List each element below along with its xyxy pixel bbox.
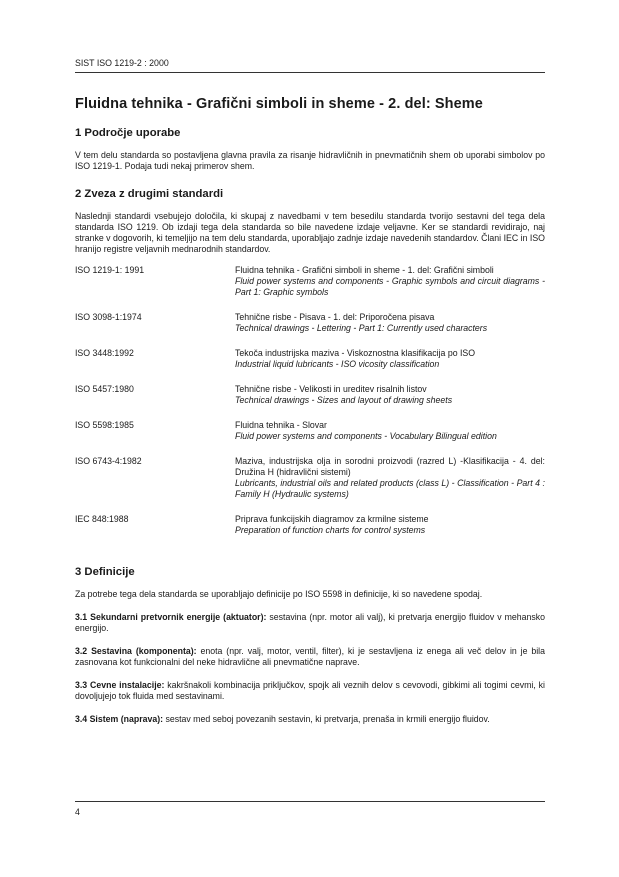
definition-3-3 [75, 680, 545, 702]
reference-row [75, 420, 545, 442]
running-header [75, 58, 545, 73]
reference-code: IEC 848:1988 [75, 514, 129, 524]
definition-text: enota (npr. valj, motor, ventil, filter), ki je sestavljena iz enega ali več delov in je bila zasnovana kot funkcionalni del neke hidravlične ali pnevmatične naprave. [75, 646, 545, 667]
definition-term: 3.2 Sestavina (komponenta): [75, 646, 197, 656]
definition-text: kakršnakoli kombinacija priključkov, spojk ali veznih delov s cevovodi, gibkimi ali togimi cevmi, ki dovoljujejo tok fluida med sestavinami. [75, 680, 545, 701]
section-1-heading: 1 Področje uporabe [75, 127, 181, 139]
reference-row [75, 456, 545, 500]
definition-term: 3.4 Sistem (naprava): [75, 714, 164, 724]
section-1-text: V tem delu standarda so postavljena glavna pravila za risanje hidravličnih in pnevmatičnih shem ob uporabi simbolov po ISO 1219-1. Podaja tudi nekaj primerov shem. [75, 150, 545, 171]
reference-row [75, 265, 545, 298]
reference-title-sl: Priprava funkcijskih diagramov za krmilne sisteme [235, 514, 429, 524]
definition-term: 3.3 Cevne instalacije: [75, 680, 165, 690]
reference-title-en: Fluid power systems and components - Graphic symbols and circuit diagrams - Part 1: Graphic symbols [235, 276, 545, 297]
reference-code: ISO 5598:1985 [75, 420, 134, 430]
page-footer [75, 801, 545, 817]
page-title: Fluidna tehnika - Grafični simboli in sheme - 2. del: Sheme [75, 96, 483, 112]
reference-title-en: Fluid power systems and components - Vocabulary Bilingual edition [235, 431, 497, 441]
definition-text: sestav med seboj povezanih sestavin, ki pretvarja, prenaša in krmili energijo fluidov. [163, 714, 490, 724]
reference-code: ISO 5457:1980 [75, 384, 134, 394]
reference-title-en: Lubricants, industrial oils and related products (class L) - Classification - Part 4 : Family H (Hydraulic systems) [235, 478, 545, 499]
section-2-heading: 2 Zveza z drugimi standardi [75, 188, 224, 200]
reference-row [75, 384, 545, 406]
definition-3-4 [75, 714, 545, 725]
definition-3-2 [75, 646, 545, 668]
reference-title-sl: Tehnične risbe - Pisava - 1. del: Priporočena pisava [235, 312, 435, 322]
section-3-intro: Za potrebe tega dela standarda se uporabljajo definicije po ISO 5598 in definicije, ki so navedene spodaj. [75, 589, 483, 599]
reference-code: ISO 3098-1:1974 [75, 312, 142, 322]
reference-code: ISO 6743-4:1982 [75, 456, 142, 466]
reference-title-sl: Fluidna tehnika - Slovar [235, 420, 327, 430]
reference-title-sl: Fluidna tehnika - Grafični simboli in sheme - 1. del: Grafični simboli [235, 265, 494, 275]
definition-text: sestavina (npr. motor ali valj), ki pretvarja energijo fluidov v mehansko energijo. [75, 612, 545, 633]
reference-title-sl: Maziva, industrijska olja in sorodni proizvodi (razred L) -Klasifikacija - 4. del: Družina H (hidravlični sistemi) [235, 456, 545, 477]
section-2-text: Naslednji standardi vsebujejo določila, ki skupaj z navedbami v tem besedilu standarda tvorijo sestavni del tega dela standarda ISO 1219. Ob izdaji tega dela standarda so bile navedene izdaje veljavne. Ker se standardi revidirajo, naj stranke v dogovorih, ki temeljijo na tem delu standarda, uporabljajo zadnje izdaje navedenih standardov. Člani IEC in ISO hranijo registre veljavnih mednarodnih standardov. [75, 211, 545, 254]
reference-title-en: Industrial liquid lubricants - ISO vicosity classification [235, 359, 440, 369]
definition-term: 3.1 Sekundarni pretvornik energije (aktuator): [75, 612, 267, 622]
reference-title-en: Technical drawings - Sizes and layout of drawing sheets [235, 395, 453, 405]
reference-title-en: Technical drawings - Lettering - Part 1: Currently used characters [235, 323, 488, 333]
definition-3-1 [75, 612, 545, 634]
document-id: SIST ISO 1219-2 : 2000 [75, 58, 169, 68]
normative-references [75, 265, 545, 536]
reference-title-sl: Tehnične risbe - Velikosti in ureditev risalnih listov [235, 384, 427, 394]
reference-code: ISO 3448:1992 [75, 348, 134, 358]
reference-row [75, 348, 545, 370]
reference-code: ISO 1219-1: 1991 [75, 265, 145, 275]
reference-row [75, 312, 545, 334]
reference-title-en: Preparation of function charts for control systems [235, 525, 426, 535]
reference-row [75, 514, 545, 536]
page-content [75, 96, 545, 725]
section-3-heading: 3 Definicije [75, 566, 135, 578]
page-number: 4 [75, 807, 80, 817]
reference-title-sl: Tekoča industrijska maziva - Viskoznostna klasifikacija po ISO [235, 348, 476, 358]
